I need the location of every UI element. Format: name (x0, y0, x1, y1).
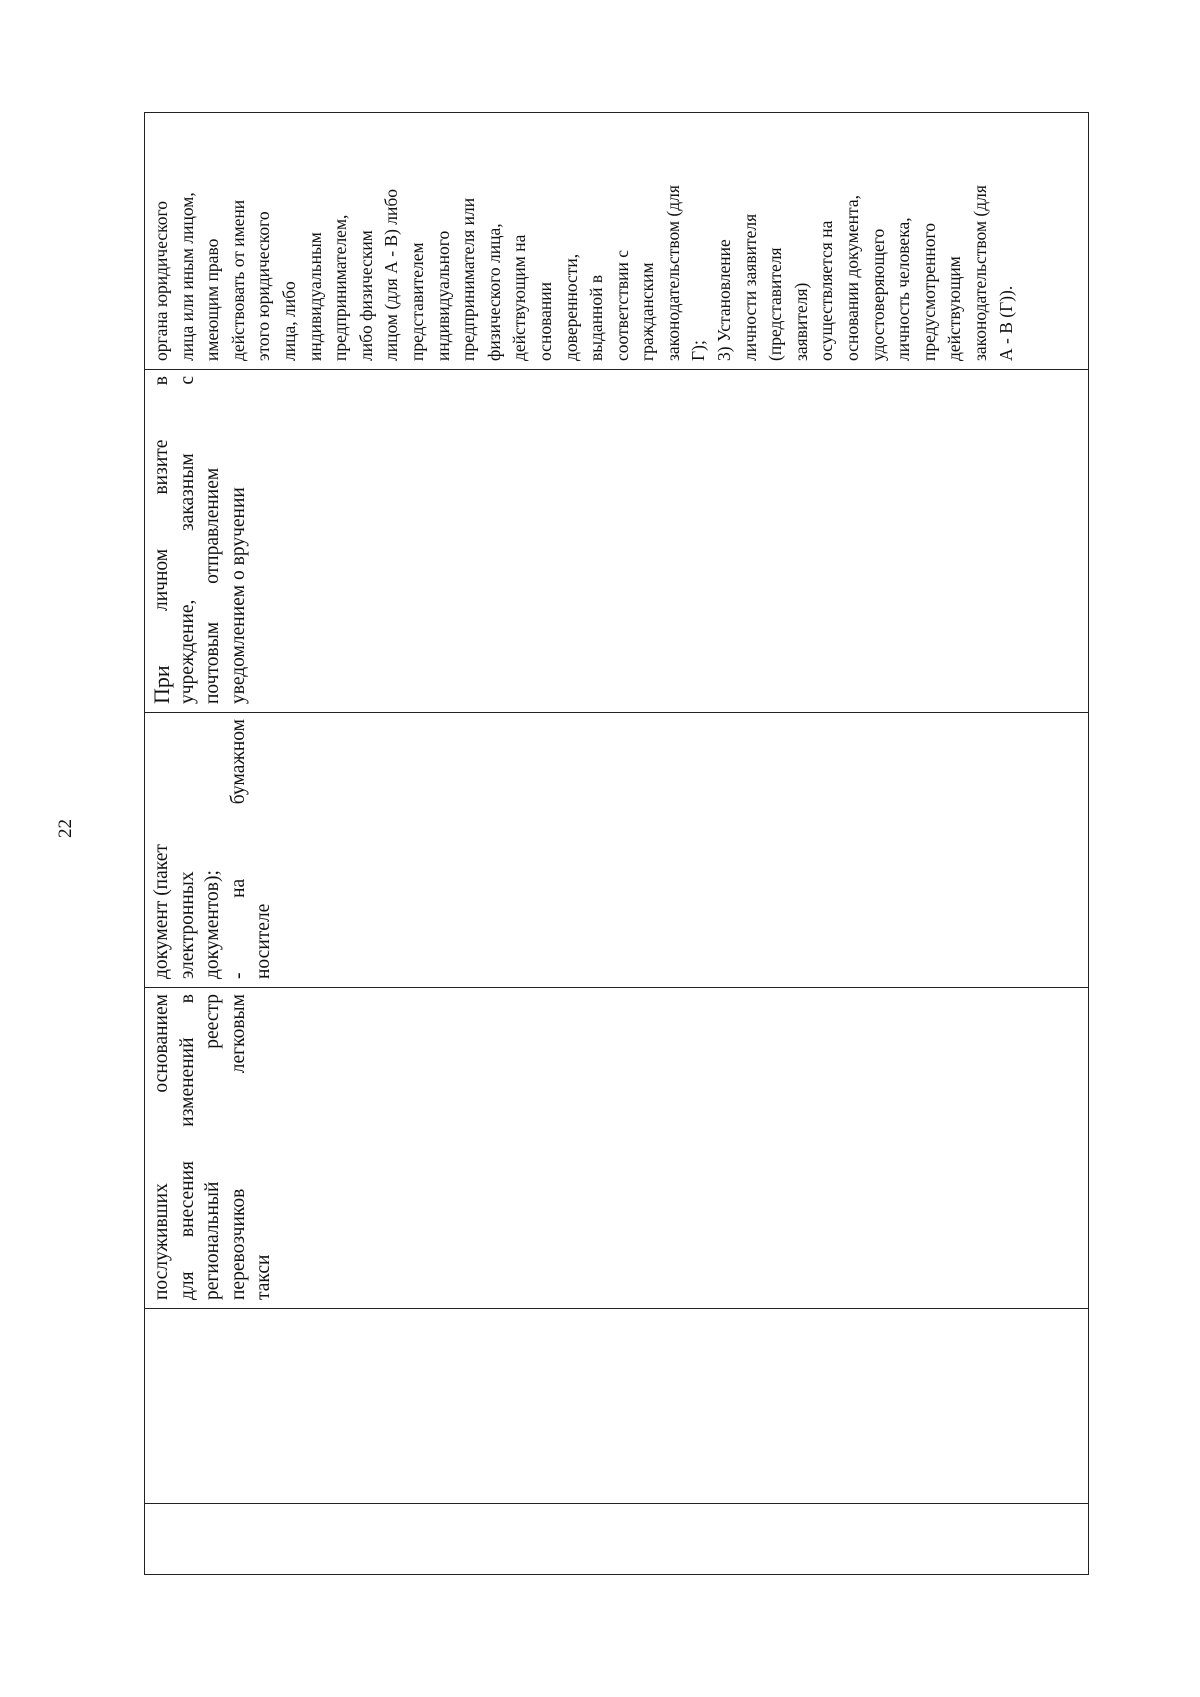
word: заказным (176, 453, 198, 532)
table-rotated-content (145, 113, 1088, 1574)
table-column-6 (145, 114, 1088, 370)
word: легковым (227, 994, 249, 1074)
text-line: либо физическим (355, 230, 376, 361)
column-4-text (145, 713, 277, 987)
word: с (176, 376, 198, 385)
word: изменений (176, 1037, 198, 1127)
word: учреждение, (176, 599, 198, 704)
word: для (176, 1271, 198, 1300)
page-number: 22 (55, 819, 76, 838)
text-line: соответствии с (611, 249, 632, 361)
table-column-2 (145, 1309, 1088, 1504)
text-line: Г); (688, 340, 709, 361)
table-column-4 (145, 713, 1088, 988)
word: отправлением (202, 467, 224, 584)
text-line (226, 719, 252, 979)
text-line: органа юридического (151, 200, 171, 361)
text-line: предпринимателем, (330, 214, 351, 361)
word: визите (151, 439, 172, 495)
text-line: действующим (944, 256, 965, 361)
text-line: представителем (406, 242, 427, 361)
table-column-5 (145, 370, 1088, 713)
column-3-text (145, 988, 277, 1308)
text-line: уведомлением о вручении (227, 487, 249, 704)
text-line: удостоверяющего (867, 228, 888, 361)
column-5-text (145, 370, 251, 712)
text-line (149, 994, 175, 1300)
word: региональный (202, 1181, 224, 1300)
text-line (175, 994, 201, 1300)
text-line: личности заявителя (739, 213, 760, 361)
word: основанием (151, 994, 172, 1093)
text-line: лицом (для А - В) либо (381, 188, 402, 361)
text-line: этого юридического (253, 211, 274, 361)
text-line: действующим на (509, 234, 530, 361)
text-line: предпринимателя или (458, 197, 479, 361)
column-6-text (145, 114, 1019, 369)
text-line: основании (534, 282, 555, 361)
word: бумажном (227, 719, 249, 805)
text-line (200, 994, 226, 1300)
word: внесения (176, 1160, 198, 1238)
text-line: законодательством (для (970, 185, 990, 361)
text-line (200, 376, 226, 704)
text-line: имеющим право (202, 238, 223, 361)
text-line: документов); (202, 870, 224, 979)
text-line: лица или иным лицом, (176, 192, 197, 361)
word: - (227, 972, 249, 979)
word: реестр (202, 994, 224, 1049)
text-line: предусмотренного (918, 222, 939, 361)
text-line: носителе (253, 903, 275, 979)
text-line: действовать от имени (227, 199, 248, 361)
column-1-text (145, 1504, 149, 1574)
text-line: лица, либо (278, 281, 299, 361)
text-line: доверенности, (560, 253, 581, 361)
word: перевозчиков (227, 1188, 249, 1300)
text-line: осуществляется на (816, 220, 837, 361)
text-line: документ (пакет (151, 844, 172, 979)
table-column-3 (145, 988, 1088, 1309)
word: в (176, 994, 198, 1004)
word: на (227, 878, 249, 898)
text-line: законодательством (для (662, 185, 683, 361)
text-line: индивидуальным (304, 232, 325, 361)
text-line: выданной в (586, 274, 607, 361)
text-line: личность человека, (893, 217, 914, 361)
text-line (149, 376, 175, 704)
text-line: электронных (176, 871, 198, 979)
text-line: заявителя) (790, 282, 811, 361)
text-line: физического лица, (483, 223, 504, 361)
word: почтовым (202, 621, 224, 704)
table-column-1 (145, 1504, 1088, 1574)
text-line: 3) Установление (714, 239, 735, 361)
text-line: А - В (Г)). (995, 285, 1016, 361)
text-line (175, 376, 201, 704)
text-line: гражданским (637, 262, 658, 361)
text-line: индивидуального (432, 230, 453, 361)
text-line (226, 994, 252, 1300)
text-line: (представителя (765, 247, 786, 361)
text-line: основании документа, (842, 195, 863, 361)
text-line: такси (253, 1254, 275, 1300)
word: личном (151, 548, 172, 611)
word: При (149, 665, 174, 704)
document-table (144, 112, 1089, 1575)
word: в (151, 376, 172, 386)
word: послуживших (151, 1183, 172, 1300)
column-2-text (145, 1309, 149, 1503)
